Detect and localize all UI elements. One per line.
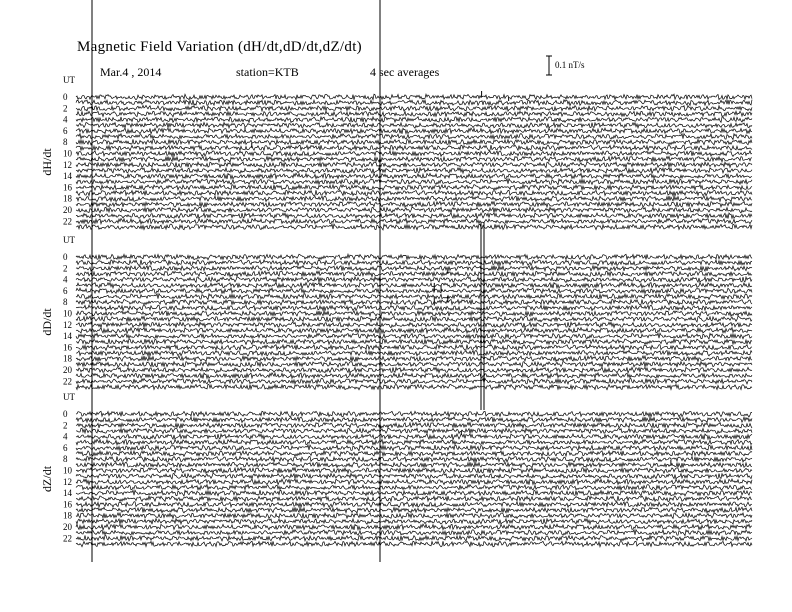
hour-tick-label: 20 (63, 205, 72, 215)
ut-axis-label: UT (63, 75, 75, 85)
trace-line (76, 373, 752, 379)
trace-line (76, 282, 752, 288)
trace-line (76, 496, 752, 502)
trace-line (76, 333, 752, 339)
trace-line (76, 122, 752, 128)
trace-line (76, 196, 752, 202)
trace-line (76, 134, 752, 140)
hour-tick-label: 4 (63, 431, 68, 442)
trace-line (76, 384, 752, 390)
trace-line (76, 362, 752, 368)
trace-line (76, 439, 752, 445)
hour-tick-label: 0 (63, 252, 68, 262)
hour-tick-label: 10 (63, 465, 72, 476)
trace-line (76, 350, 752, 356)
hour-tick-label: 22 (63, 533, 72, 544)
y-axis-label: dZ/dt (40, 465, 54, 492)
hour-tick-label: 12 (63, 159, 72, 170)
trace-line (76, 524, 752, 530)
trace-line (76, 462, 752, 468)
trace-line (76, 456, 752, 462)
trace-line (76, 417, 752, 423)
trace-line (76, 299, 752, 305)
hour-tick-label: 4 (63, 114, 68, 125)
trace-line (76, 162, 752, 168)
hour-tick-label: 18 (63, 510, 72, 521)
trace-line (76, 535, 752, 541)
trace-line (76, 322, 752, 328)
trace-line (76, 367, 752, 373)
trace-line (76, 156, 752, 162)
trace-line (76, 213, 752, 219)
trace-line (76, 201, 752, 207)
trace-line (76, 316, 752, 322)
trace-line (76, 173, 752, 179)
trace-line (76, 451, 752, 457)
trace-line (76, 179, 752, 185)
hour-tick-label: 14 (63, 488, 72, 499)
hour-tick-label: 10 (63, 148, 72, 159)
trace-line (76, 530, 752, 536)
trace-line (76, 311, 752, 317)
hour-tick-label: 12 (63, 319, 72, 330)
hour-tick-label: 16 (63, 499, 72, 510)
y-axis-label: dD/dt (40, 308, 54, 336)
trace-line (76, 105, 752, 111)
trace-line (76, 502, 752, 507)
trace-line (76, 207, 752, 213)
trace-line (76, 339, 752, 345)
hour-tick-label: 20 (63, 365, 72, 375)
hour-tick-label: 22 (63, 376, 72, 387)
trace-line (76, 151, 752, 157)
trace-line (76, 218, 752, 224)
hour-tick-label: 20 (63, 522, 72, 532)
hour-tick-label: 18 (63, 353, 72, 364)
trace-line (76, 411, 752, 417)
trace-line (76, 271, 752, 277)
trace-line (76, 541, 752, 547)
averaging-label: 4 sec averages (370, 65, 440, 79)
trace-line (76, 507, 752, 513)
hour-tick-label: 10 (63, 308, 72, 319)
hour-tick-label: 8 (63, 137, 68, 148)
hour-tick-label: 8 (63, 297, 68, 308)
trace-line (76, 473, 752, 479)
hour-tick-label: 0 (63, 92, 68, 102)
trace-line (76, 468, 752, 474)
trace-line (76, 445, 752, 451)
trace-line (76, 190, 752, 196)
trace-line (76, 111, 752, 117)
hour-tick-label: 8 (63, 454, 68, 465)
hour-tick-label: 6 (63, 125, 68, 136)
trace-line (76, 266, 752, 272)
trace-line (76, 185, 752, 191)
chart-title: Magnetic Field Variation (dH/dt,dD/dt,dZ/dt) (77, 39, 362, 55)
trace-line (76, 224, 752, 230)
trace-line (76, 519, 752, 525)
trace-line (76, 428, 752, 434)
trace-line (76, 260, 752, 266)
trace-line (76, 328, 752, 334)
hour-tick-label: 22 (63, 216, 72, 227)
scale-bar-label: 0.1 nT/s (555, 60, 585, 70)
date-label: Mar.4 , 2014 (100, 65, 162, 79)
trace-line (76, 288, 752, 294)
trace-line (76, 277, 752, 283)
hour-tick-label: 12 (63, 476, 72, 487)
trace-line (76, 490, 752, 496)
hour-tick-label: 2 (63, 263, 68, 274)
trace-line (76, 513, 752, 519)
trace-line (76, 128, 752, 134)
trace-line (76, 479, 752, 485)
trace-line (76, 294, 752, 300)
trace-line (76, 100, 752, 106)
trace-line (76, 117, 752, 123)
hour-tick-label: 2 (63, 420, 68, 431)
hour-tick-label: 14 (63, 171, 72, 182)
trace-line (76, 356, 752, 362)
trace-line (76, 168, 752, 174)
hour-tick-label: 2 (63, 103, 68, 114)
trace-line (76, 422, 752, 428)
hour-tick-label: 18 (63, 193, 72, 204)
trace-line (76, 305, 752, 311)
trace-line (76, 345, 752, 351)
hour-tick-label: 14 (63, 331, 72, 342)
hour-tick-label: 4 (63, 274, 68, 285)
trace-line (76, 434, 752, 440)
trace-line (76, 484, 752, 490)
hour-tick-label: 6 (63, 285, 68, 296)
hour-tick-label: 16 (63, 342, 72, 353)
station-label: station=KTB (236, 65, 299, 79)
hour-tick-label: 0 (63, 409, 68, 419)
trace-line (76, 378, 752, 384)
hour-tick-label: 16 (63, 182, 72, 193)
trace-line (76, 94, 752, 100)
ut-axis-label: UT (63, 235, 75, 245)
ut-axis-label: UT (63, 392, 75, 402)
trace-line (76, 254, 752, 260)
hour-tick-label: 6 (63, 442, 68, 453)
trace-line (76, 139, 752, 145)
y-axis-label: dH/dt (40, 148, 54, 176)
trace-line (76, 145, 752, 151)
